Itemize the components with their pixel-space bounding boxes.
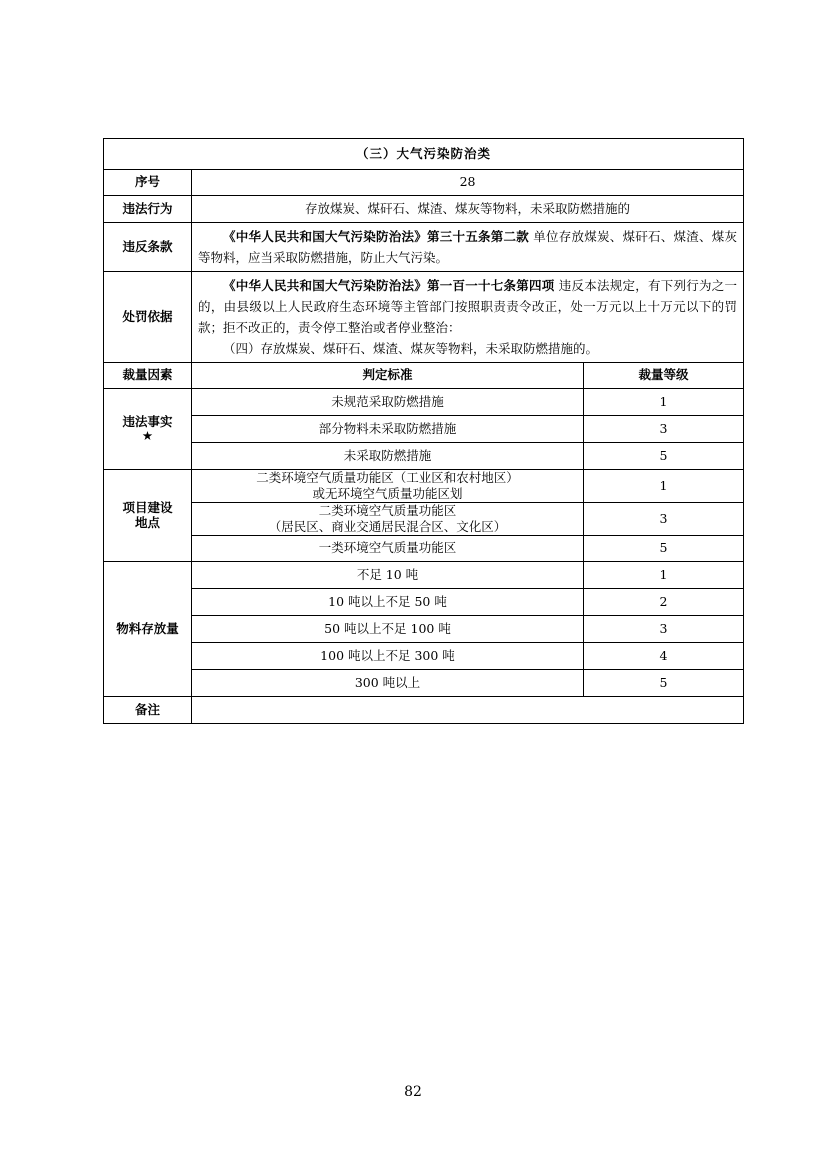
penalty-label: 处罚依据 — [104, 272, 192, 363]
table-row — [104, 443, 744, 470]
standard-cell — [192, 470, 584, 503]
article-law: 《中华人民共和国大气污染防治法》第三十五条第二款 — [223, 229, 530, 244]
group-label-line: 地点 — [134, 514, 160, 530]
standard-header: 判定标准 — [192, 363, 584, 389]
table-row — [104, 589, 744, 616]
table-row — [104, 503, 744, 536]
level-cell: 5 — [584, 443, 744, 470]
table-row — [104, 416, 744, 443]
remarks-row — [104, 697, 744, 724]
level-cell: 1 — [584, 389, 744, 416]
penalty-law: 《中华人民共和国大气污染防治法》第一百一十七条第四项 — [223, 278, 555, 293]
discretion-table — [103, 138, 744, 724]
factor-header: 裁量因素 — [104, 363, 192, 389]
article-row — [104, 223, 744, 272]
group-label-line: 违法事实 — [122, 413, 173, 429]
seq-value: 28 — [192, 170, 744, 196]
page-number: 82 — [404, 1084, 422, 1100]
factors-header-row — [104, 363, 744, 389]
standard-line: （居民区、商业交通居民混合区、文化区） — [268, 519, 507, 534]
standard-cell — [192, 503, 584, 536]
standard-cell: 50 吨以上不足 100 吨 — [192, 616, 584, 643]
standard-cell: 未规范采取防燃措施 — [192, 389, 584, 416]
table-row — [104, 616, 744, 643]
level-cell: 5 — [584, 536, 744, 562]
penalty-text: 违反本法规定，有下列行为之一的，由县级以上人民政府生态环境等主管部门按照职责责令改正，处一万元以上十万元以下的罚款；拒不改正的，责令停工整治或者停业整治： — [198, 278, 738, 335]
penalty-item: （四）存放煤炭、煤矸石、煤渣、煤灰等物料，未采取防燃措施的。 — [223, 341, 599, 356]
article-text: 单位存放煤炭、煤矸石、煤渣、煤灰等物料，应当采取防燃措施，防止大气污染。 — [198, 229, 738, 265]
table-row — [104, 536, 744, 562]
standard-cell: 10 吨以上不足 50 吨 — [192, 589, 584, 616]
article-content — [192, 223, 744, 272]
penalty-content — [192, 272, 744, 363]
seq-row — [104, 170, 744, 196]
table-row — [104, 643, 744, 670]
article-label: 违反条款 — [104, 223, 192, 272]
table-row — [104, 562, 744, 589]
level-cell: 5 — [584, 670, 744, 697]
violation-row — [104, 196, 744, 223]
table-row — [104, 389, 744, 416]
title-row — [104, 139, 744, 170]
table-row — [104, 470, 744, 503]
level-cell: 3 — [584, 503, 744, 536]
table-title: （三）大气污染防治类 — [104, 139, 744, 170]
table-row — [104, 670, 744, 697]
standard-cell: 100 吨以上不足 300 吨 — [192, 643, 584, 670]
remarks-label: 备注 — [104, 697, 192, 724]
star-icon: ★ — [141, 428, 154, 443]
group-label-location — [104, 470, 192, 562]
level-cell: 2 — [584, 589, 744, 616]
standard-cell: 一类环境空气质量功能区 — [192, 536, 584, 562]
standard-cell: 不足 10 吨 — [192, 562, 584, 589]
violation-label: 违法行为 — [104, 196, 192, 223]
standard-cell: 300 吨以上 — [192, 670, 584, 697]
standard-cell: 未采取防燃措施 — [192, 443, 584, 470]
remarks-value — [192, 697, 744, 724]
level-cell: 4 — [584, 643, 744, 670]
penalty-row — [104, 272, 744, 363]
level-cell: 1 — [584, 470, 744, 503]
level-cell: 3 — [584, 416, 744, 443]
standard-line: 或无环境空气质量功能区划 — [312, 486, 463, 501]
level-cell: 3 — [584, 616, 744, 643]
group-label-facts — [104, 389, 192, 470]
level-cell: 1 — [584, 562, 744, 589]
standard-line: 二类环境空气质量功能区 — [318, 503, 457, 518]
violation-value: 存放煤炭、煤矸石、煤渣、煤灰等物料，未采取防燃措施的 — [192, 196, 744, 223]
group-label-line: 项目建设 — [122, 500, 173, 516]
standard-cell: 部分物料未采取防燃措施 — [192, 416, 584, 443]
group-label-quantity: 物料存放量 — [104, 562, 192, 697]
level-header: 裁量等级 — [584, 363, 744, 389]
seq-label: 序号 — [104, 170, 192, 196]
standard-line: 二类环境空气质量功能区（工业区和农村地区） — [256, 470, 519, 485]
